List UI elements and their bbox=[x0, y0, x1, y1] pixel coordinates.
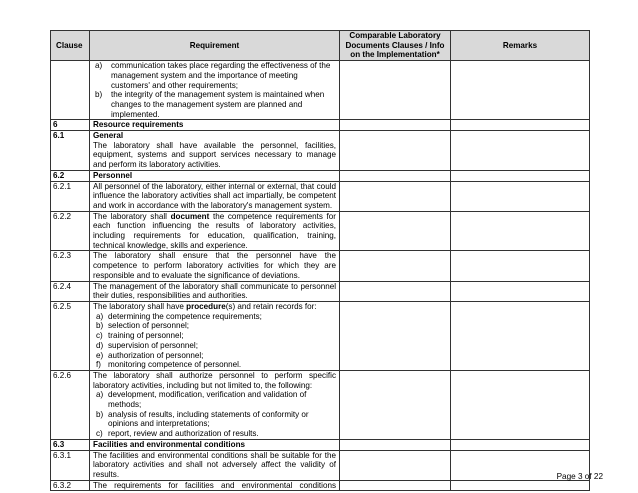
remarks-cell[interactable] bbox=[451, 170, 590, 181]
table-row bbox=[51, 61, 590, 120]
keyword-procedure: procedure bbox=[186, 301, 226, 311]
comparable-cell[interactable] bbox=[340, 181, 451, 211]
table-row bbox=[51, 301, 590, 370]
requirement-text: The laboratory shall have procedure(s) and retain records for: bbox=[93, 301, 317, 311]
list-item: b) analysis of results, including statements of conformity or opinions and interpretations; bbox=[96, 409, 309, 429]
section-title: Facilities and environmental conditions bbox=[90, 439, 340, 450]
clause-cell: 6.2.1 bbox=[51, 181, 90, 211]
table-row bbox=[51, 281, 590, 301]
requirement-cell bbox=[90, 301, 340, 370]
table-row bbox=[51, 211, 590, 251]
clause-cell: 6.3 bbox=[51, 439, 90, 450]
header-comparable-documents: Comparable Laboratory Documents Clauses / Info on the Implementation* bbox=[340, 31, 451, 61]
table-row-section bbox=[51, 439, 590, 450]
requirement-text: The laboratory shall authorize personnel to perform specific laboratory activities, including but not limited to, the following: bbox=[93, 370, 336, 390]
requirement-cell bbox=[90, 131, 340, 171]
section-title: Resource requirements bbox=[90, 120, 340, 131]
clause-cell bbox=[51, 61, 90, 120]
remarks-cell[interactable] bbox=[451, 211, 590, 251]
table-row bbox=[51, 251, 590, 281]
remarks-cell[interactable] bbox=[451, 251, 590, 281]
table-row bbox=[51, 480, 590, 491]
list-item: c) report, review and authorization of results. bbox=[96, 429, 259, 439]
comparable-cell[interactable] bbox=[340, 120, 451, 131]
clause-cell: 6.1 bbox=[51, 131, 90, 171]
comparable-cell[interactable] bbox=[340, 170, 451, 181]
remarks-cell[interactable] bbox=[451, 181, 590, 211]
header-remarks: Remarks bbox=[451, 31, 590, 61]
clause-cell: 6.2.6 bbox=[51, 370, 90, 439]
remarks-cell[interactable] bbox=[451, 281, 590, 301]
comparable-cell[interactable] bbox=[340, 251, 451, 281]
requirement-cell: The laboratory shall document the competence requirements for each function influencing the results of laboratory activities, including requirements for education, qualification, training, technical knowledge, skills and experience. bbox=[90, 211, 340, 251]
section-title: General bbox=[93, 131, 124, 141]
list-item: d) supervision of personnel; bbox=[96, 340, 198, 350]
table-row-section bbox=[51, 120, 590, 131]
clause-cell: 6.2.5 bbox=[51, 301, 90, 370]
table-row bbox=[51, 131, 590, 171]
clause-cell: 6.2.3 bbox=[51, 251, 90, 281]
remarks-cell[interactable] bbox=[451, 61, 590, 120]
clause-cell: 6.3.1 bbox=[51, 450, 90, 480]
page-number: Page 3 of 22 bbox=[556, 472, 603, 481]
comparable-cell[interactable] bbox=[340, 131, 451, 171]
remarks-cell[interactable] bbox=[451, 120, 590, 131]
remarks-cell[interactable] bbox=[451, 439, 590, 450]
remarks-cell[interactable] bbox=[451, 370, 590, 439]
requirement-cell bbox=[90, 61, 340, 120]
header-clause: Clause bbox=[51, 31, 90, 61]
list-item: a) communication takes place regarding the effectiveness of the management system and the importance of meeting customers' and other requirements; bbox=[95, 61, 331, 90]
requirement-text: The management of the laboratory shall communicate to personnel their duties, responsibilities and authorities. bbox=[90, 281, 340, 301]
requirement-text: The facilities and environmental conditions shall be suitable for the laboratory activities and shall not adversely affect the validity of results. bbox=[90, 450, 340, 480]
comparable-cell[interactable] bbox=[340, 370, 451, 439]
clause-cell: 6.3.2 bbox=[51, 480, 90, 491]
requirement-text: All personnel of the laboratory, either internal or external, that could influence the laboratory activities shall act impartially, be competent and work in accordance with the laboratory's management system. bbox=[90, 181, 340, 211]
comparable-cell[interactable] bbox=[340, 480, 451, 491]
list-item: b) selection of personnel; bbox=[96, 321, 189, 331]
header-requirement: Requirement bbox=[90, 31, 340, 61]
requirement-cell bbox=[90, 370, 340, 439]
clause-cell: 6 bbox=[51, 120, 90, 131]
comparable-cell[interactable] bbox=[340, 61, 451, 120]
list-item: c) training of personnel; bbox=[96, 331, 184, 341]
table-header-row bbox=[51, 31, 590, 61]
list-item: e) authorization of personnel; bbox=[96, 350, 204, 360]
comparable-cell[interactable] bbox=[340, 281, 451, 301]
table-row bbox=[51, 370, 590, 439]
table-row bbox=[51, 450, 590, 480]
list-item: f) monitoring competence of personnel. bbox=[96, 360, 242, 370]
clause-cell: 6.2 bbox=[51, 170, 90, 181]
section-title: Personnel bbox=[90, 170, 340, 181]
remarks-cell[interactable] bbox=[451, 131, 590, 171]
remarks-cell[interactable] bbox=[451, 301, 590, 370]
comparable-cell[interactable] bbox=[340, 301, 451, 370]
requirement-text: The laboratory shall have available the personnel, facilities, equipment, systems and support services necessary to manage and perform its laboratory activities. bbox=[93, 140, 336, 170]
comparable-cell[interactable] bbox=[340, 450, 451, 480]
comparable-cell[interactable] bbox=[340, 211, 451, 251]
remarks-cell[interactable] bbox=[451, 480, 590, 491]
list-item: b) the integrity of the management system is maintained when changes to the management system are planned and implemented. bbox=[95, 90, 325, 119]
comparable-cell[interactable] bbox=[340, 439, 451, 450]
list-item: a) development, modification, verification and validation of methods; bbox=[96, 390, 307, 410]
clause-cell: 6.2.4 bbox=[51, 281, 90, 301]
clause-cell: 6.2.2 bbox=[51, 211, 90, 251]
requirements-table bbox=[50, 30, 590, 491]
keyword-document: document bbox=[170, 211, 210, 221]
table-row bbox=[51, 181, 590, 211]
requirements-table-container bbox=[50, 30, 589, 491]
requirement-text: The laboratory shall ensure that the personnel have the competence to perform laboratory activities for which they are responsible and to evaluate the significance of deviations. bbox=[90, 251, 340, 281]
requirement-text: The requirements for facilities and environmental conditions bbox=[90, 480, 340, 491]
list-item: a) determining the competence requirements; bbox=[96, 311, 262, 321]
table-row-section bbox=[51, 170, 590, 181]
